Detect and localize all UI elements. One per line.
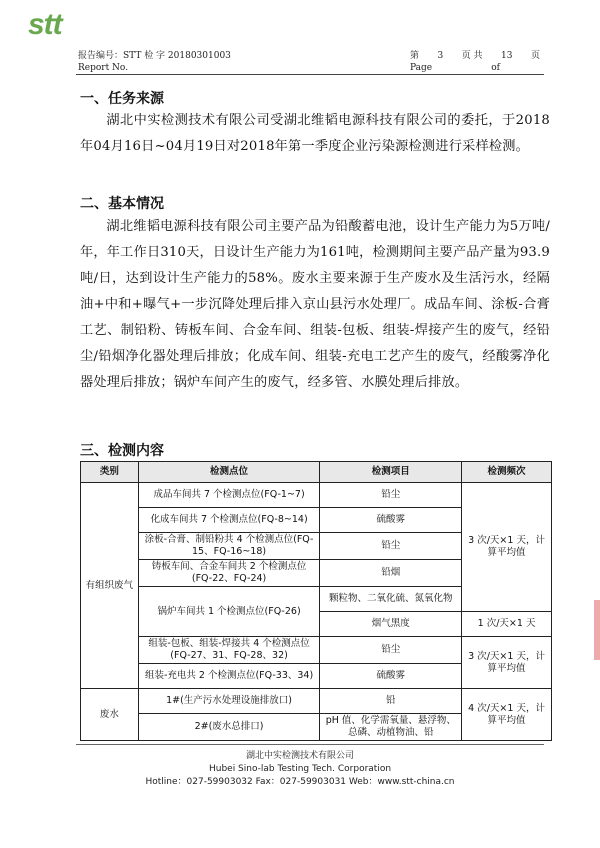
page-number: 3 — [437, 51, 444, 61]
category-gas: 有组织废气 — [81, 483, 139, 689]
section-1-text: 湖北中实检测技术有限公司受湖北维韬电源科技有限公司的委托，于2018年04月16日~04月19日对2018年第一季度企业污染源检测进行采样检测。 — [80, 113, 550, 154]
seal-stamp-edge — [594, 600, 600, 660]
report-number-en: Report No. — [78, 63, 129, 73]
header-point: 检测点位 — [138, 462, 320, 483]
page-label-1: 第 — [410, 51, 420, 61]
header-divider — [76, 74, 544, 75]
point-cell: 铸板车间、合金车间共 2 个检测点位(FQ-22、FQ-24) — [138, 560, 320, 587]
item-cell: 烟气黑度 — [320, 612, 462, 637]
point-cell: 成品车间共 7 个检测点位(FQ-1~7) — [138, 483, 320, 508]
point-cell: 1#(生产污水处理设施排放口) — [138, 689, 320, 714]
table-row — [81, 637, 552, 664]
item-cell: 铅尘 — [320, 533, 462, 560]
item-cell: pH 值、化学需氧量、悬浮物、总磷、动植物油、铅 — [320, 714, 462, 741]
report-number-cn: 报告编号：STT 检 字 20180301003 — [78, 51, 231, 61]
page-label-en: Page — [410, 63, 433, 73]
item-cell: 硫酸雾 — [320, 664, 462, 689]
page-indicator — [410, 50, 540, 74]
section-2-title: 二、基本情况 — [80, 196, 164, 212]
report-number — [78, 50, 231, 74]
item-cell: 颗粒物、二氧化硫、氮氧化物 — [320, 587, 462, 612]
table-row — [81, 689, 552, 714]
page-total: 13 — [501, 51, 513, 61]
section-1-title: 一、任务来源 — [80, 91, 164, 107]
inspection-table — [80, 461, 552, 741]
table-header-row — [81, 462, 552, 483]
frequency-cell-c: 3 次/天×1 天，计算平均值 — [462, 637, 552, 689]
frequency-cell-d: 4 次/天×1 天，计算平均值 — [462, 689, 552, 741]
table-row — [81, 483, 552, 508]
of-label-en: of — [491, 63, 500, 73]
point-cell: 2#(废水总排口) — [138, 714, 320, 741]
point-cell: 化成车间共 7 个检测点位(FQ-8~14) — [138, 508, 320, 533]
frequency-cell-a: 3 次/天×1 天，计算平均值 — [462, 483, 552, 612]
header-frequency: 检测频次 — [462, 462, 552, 483]
item-cell: 铅尘 — [320, 637, 462, 664]
section-2-text: 湖北维韬电源科技有限公司主要产品为铅酸蓄电池，设计生产能力为5万吨/年，年工作日310天，日设计生产能力为161吨，检测期间主要产品产量为93.9吨/日，达到设计生产能力的58%。废水主要来源于生产废水及生活污水，经隔油+中和+曝气+一步沉降处理后排入京山县污水处理厂。成品车间、涂板-合膏工艺、制铅粉、铸板车间、合金车间、组装-包板、组装-焊接产生的废气，经铅尘/铅烟净化器处理后排放；化成车间、组装-充电工艺产生的废气，经酸雾净化器处理后排放；锅炉车间产生的废气，经多管、水膜处理后排放。 — [80, 219, 550, 390]
item-cell: 铅 — [320, 689, 462, 714]
company-logo: stt — [28, 8, 62, 41]
footer-contact: Hotline：027-59903032 Fax：027-59903031 Web：www.stt-china.cn — [145, 777, 455, 787]
page-label-2: 页 共 — [461, 51, 483, 61]
point-cell: 组装-包板、组装-焊接共 4 个检测点位(FQ-27、31、FQ-28、32) — [138, 637, 320, 664]
point-cell: 组装-充电共 2 个检测点位(FQ-33、34) — [138, 664, 320, 689]
header-category: 类别 — [81, 462, 139, 483]
point-cell: 锅炉车间共 1 个检测点位(FQ-26) — [138, 587, 320, 637]
footer-divider — [76, 744, 544, 745]
footer-company-cn: 湖北中实检测技术有限公司 — [245, 751, 354, 761]
footer-company-en: Hubei Sino-lab Testing Tech. Corporation — [208, 764, 392, 774]
item-cell: 铅尘 — [320, 483, 462, 508]
item-cell: 铅烟 — [320, 560, 462, 587]
frequency-cell-b: 1 次/天×1 天 — [462, 612, 552, 637]
section-3-title: 三、检测内容 — [80, 443, 164, 459]
item-cell: 硫酸雾 — [320, 508, 462, 533]
header-item: 检测项目 — [320, 462, 462, 483]
category-water: 废水 — [81, 689, 139, 741]
point-cell: 涂板-合膏、制铅粉共 4 个检测点位(FQ-15、FQ-16~18) — [138, 533, 320, 560]
page-label-3: 页 — [530, 51, 540, 61]
